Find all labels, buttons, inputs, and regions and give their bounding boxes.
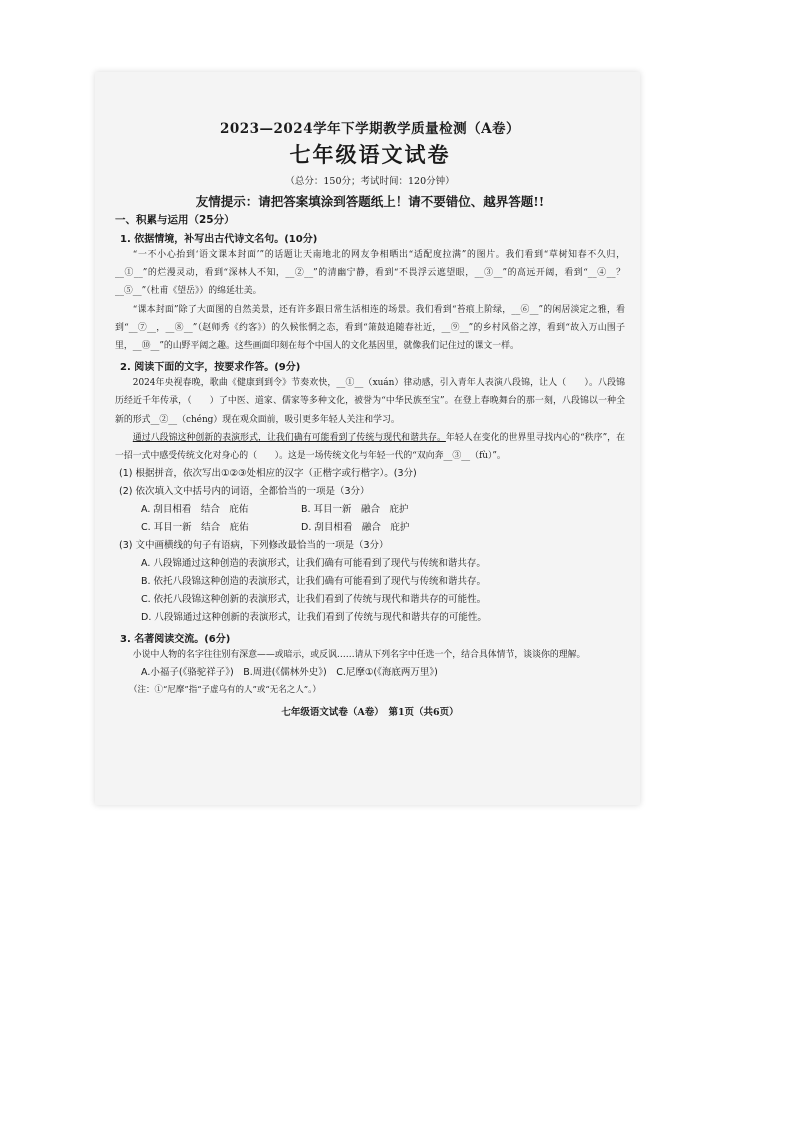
sub-question-2: (2) 依次填入文中括号内的词语，全都恰当的一项是（3分） [119,486,370,498]
option-c: C. 耳目一新 结合 庇佑 [141,522,249,534]
question-2-para-2 [115,429,625,465]
option-d: D. 八段锦通过这种创新的表演形式，让我们看到了传统与现代和谐共存的可能性。 [141,612,487,624]
option-d: D. 刮目相看 融合 庇护 [301,522,410,534]
question-1-para-1: “一不小心抬到‘语文课本封面’”的话题让天南地北的网友争相晒出“适配度拉满”的图片。我们看到“草树知春不久归，__①__”的烂漫灵动，看到“深林人不知，__②__”的清幽宁静，看到“不畏浮云遮望眼，__③__”的高远开阔，看到“__④__？__⑤__”（杜甫《望岳》）的绵延壮美。 [115,250,625,297]
option-a: A. 刮目相看 结合 庇佑 [141,504,249,516]
question-3-note: （注：①“尼摩”指“子虚乌有的人”或“无名之人”。） [129,685,321,696]
question-3-title: 3. 名著阅读交流。(6分) [120,634,231,646]
question-2-para-1: 2024年央视春晚，歌曲《健康到到令》节奏欢快，__①__（xuán）律动感，引入青年人表演八段锦，让人（ ）。八段锦历经近千年传承，（ ）了中医、道家、儒家等多种文化，被誉为“中华民族至宝”。在登上春晚舞台的那一刻，八段锦以一种全新的形式__②__（chéng）现在观众面前，吸引更多年轻人关注和学习。 [115,378,625,425]
underlined-sentence: 通过八段锦这种创新的表演形式，让我们确有可能看到了传统与现代和谐共存。 [132,432,446,443]
option-row [141,519,625,537]
question-3-body: 小说中人物的名字往往别有深意——或暗示，或反讽……请从下列名字中任选一个，结合具体情节，谈谈你的理解。 [132,650,586,661]
exam-page [115,112,625,718]
friendly-tip: 友情提示：请把答案填涂到答题纸上！请不要错位、越界答题!! [195,194,545,209]
question-2-para-2-rest: 年轻人在变化的世界里寻找内心的“秩序”，在一招一式中感受传统文化对身心的（ ）。这是一场传统文化与年轻一代的“双向奔__③__（fù）”。 [115,432,625,462]
sub-question-1: (1) 根据拼音，依次写出①②③处相应的汉字（正楷字或行楷字）。(3分) [119,468,417,480]
section-title: 一、积累与运用（25分） [115,214,235,226]
exam-title: 2023—2024学年下学期教学质量检测（A卷） [219,121,521,137]
option-b: B. 耳目一新 融合 庇护 [301,504,409,516]
question-1-title: 1. 依据情境，补写出古代诗文名句。(10分) [120,234,318,245]
sub-question-3: (3) 文中画横线的句子有语病，下列修改最恰当的一项是（3分） [119,540,389,552]
score-time: （总分：150分；考试时间：120分钟） [285,176,455,187]
question-2-title: 2. 阅读下面的文字，按要求作答。(9分) [120,362,301,374]
page-footer: 七年级语文试卷（A卷） 第1页（共6页） [281,707,459,719]
option-c: C. 依托八段锦这种创新的表演形式，让我们看到了传统与现代和谐共存的可能性。 [141,594,487,606]
option-b: B. 依托八段锦这种创造的表演形式，让我们确有可能看到了现代与传统和谐共存。 [141,576,487,588]
paper-title: 七年级语文试卷 [289,142,451,167]
question-3-choices: A.小福子(《骆驼祥子》) B.周进(《儒林外史》) C.尼摩①(《海底两万里》) [141,667,438,679]
option-row [141,501,625,519]
option-a: A. 八段锦通过这种创造的表演形式，让我们确有可能看到了现代与传统和谐共存。 [141,558,486,570]
question-1-para-2: “课本封面”除了大面图的自然美景，还有许多跟日常生活相连的场景。我们看到“苔痕上阶绿，__⑥__”的闲居淡定之雅，看到“__⑦__，__⑧__”（赵师秀《约客》）的久候怅惘之态，看到“箫鼓追随春社近，__⑨__”的乡村风俗之淳，看到“故入万山围子里，__⑩__”的山野平阔之趣。这些画面印刻在每个中国人的文化基因里，就像我们记住过的课文一样。 [115,304,625,352]
